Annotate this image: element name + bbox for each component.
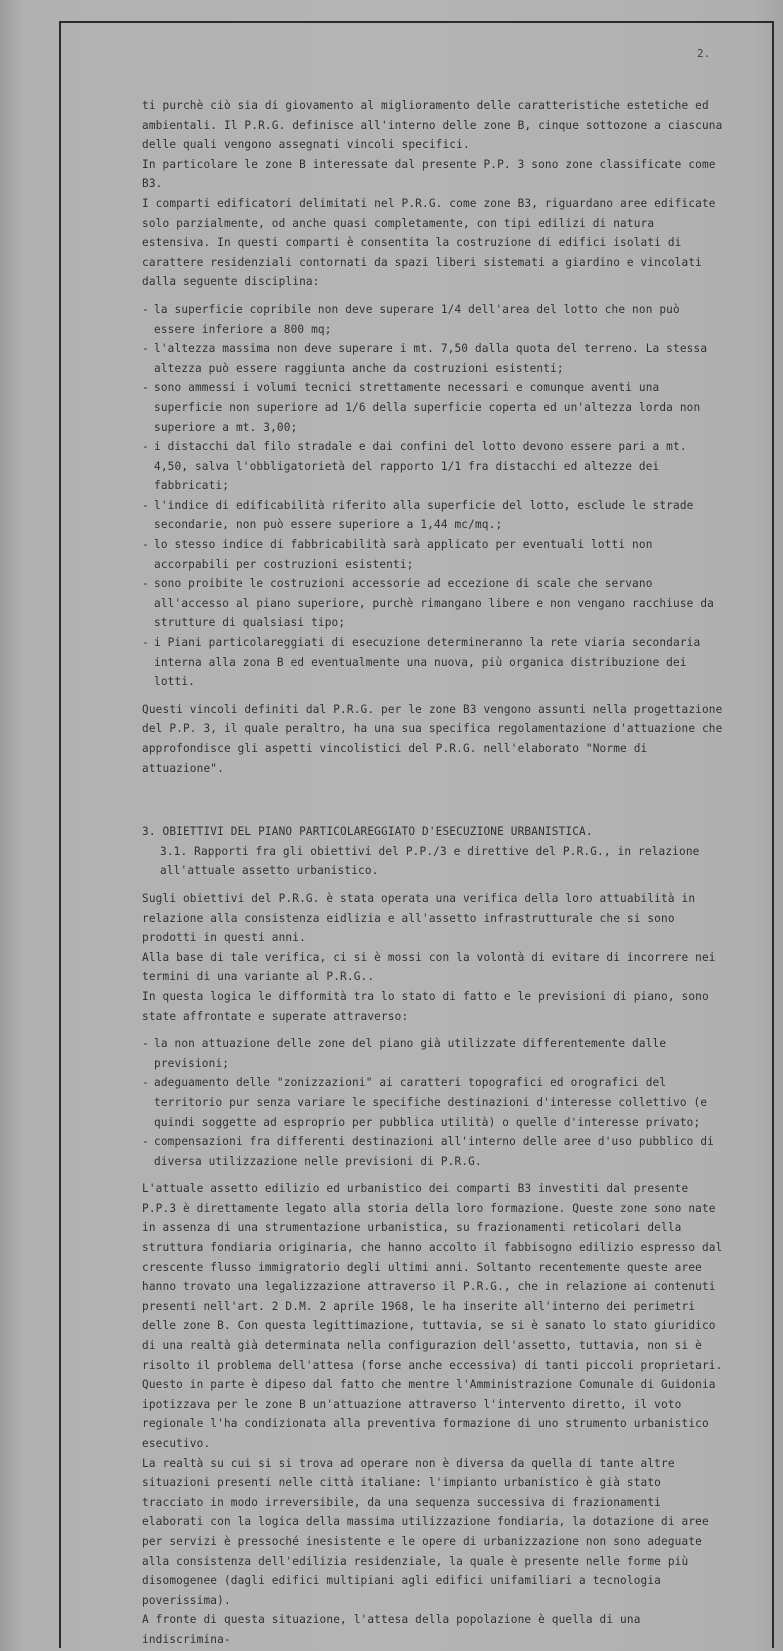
page-number: 2. (697, 47, 711, 60)
list-item: - la superficie copribile non deve superare 1/4 dell'area del lotto che non può essere inferiore a 800 mq; (142, 300, 727, 339)
list-item: - sono proibite le costruzioni accessorie ad eccezione di scale che servano all'accesso al piano superiore, purchè rimangano libere e non vengano racchiuse da strutture di qualsiasi tipo; (142, 574, 727, 633)
discipline-list (142, 300, 727, 692)
paragraph: La realtà su cui si si trova ad operare non è diversa da quella di tante altre situazioni presenti nelle città italiane: l'impianto urbanistico è già stato tracciato in modo irreversibile, da una sequenza successiva di frazionamenti elaborati con la logica della massima utilizzazione fondiaria, la dotazione di aree per servizi è pressoché inesistente e le opere di urbanizzazione non sono adeguate alla consistenza dell'edilizia residenziale, la quale è presente nelle forme più disomogenee (dagli edifici multipiani agli edifici unifamiliari a tecnologia poverissima). (142, 1456, 709, 1607)
section-heading: 3. OBIETTIVI DEL PIANO PARTICOLAREGGIATO D'ESECUZIONE URBANISTICA. (142, 825, 593, 839)
paragraph: In questa logica le difformità tra lo stato di fatto e le previsioni di piano, sono state affrontate e superate attraverso: (142, 989, 709, 1023)
list-item: - i distacchi dal filo stradale e dai confini del lotto devono essere pari a mt. 4,50, salva l'obbligatorietà del rapporto 1/1 fra distacchi ed altezze dei fabbricati; (142, 437, 727, 496)
compensation-list (142, 1034, 727, 1171)
paragraph: Questi vincoli definiti dal P.R.G. per le zone B3 vengono assunti nella progettazione del P.P. 3, il quale peraltro, ha una sua specifica regolamentazione d'attuazione che approfondisce gli aspetti vincolistici del P.R.G. nell'elaborato "Norme di attuazione". (142, 702, 723, 775)
paragraph: L'attuale assetto edilizio ed urbanistico dei comparti B3 investiti dal presente P.P.3 è direttamente legato alla storia della loro formazione. Queste zone sono nate in assenza di una strumentazione urbanistica, su frazionamenti reticolari della struttura fondiaria originaria, che hanno accolto il fabbisogno edilizio espresso dal crescente flusso immigratorio degli ultimi anni. Soltanto recentemente queste aree hanno trovato una legalizzazione attraverso il P.R.G., che in relazione ai contenuti presenti nell'art. 2 D.M. 2 aprile 1968, le ha inserite all'interno dei perimetri delle zone B. Con questa legittimazione, tuttavia, se si è sanato lo stato giuridico di una realtà già determinata nella configurazion dell'assetto, tuttavia, non si è risolto il problema dell'attesa (forse anche eccessiva) di tanti piccoli proprietari. Questo in parte è dipeso dal fatto che mentre l'Amministrazione Comunale di Guidonia ipotizzava per le zone B un'attuazione attraverso l'intervento diretto, il voto regionale l'ha condizionata alla preventiva formazione di uno strumento urbanistico esecutivo. (142, 1182, 723, 1450)
list-item: - la non attuazione delle zone del piano già utilizzate differentemente dalle previsioni; (142, 1034, 727, 1073)
paragraph: ti purchè ciò sia di giovamento al miglioramento delle caratteristiche estetiche ed ambientali. Il P.R.G. definisce all'interno delle zone B, cinque sottozone a ciascuna delle quali vengono assegnati vincoli specifici. (142, 99, 723, 152)
list-item: - adeguamento delle "zonizzazioni" ai caratteri topografici ed orografici del territorio pur senza variare le specifiche destinazioni d'interesse collettivo (e quindi soggette ad esproprio per pubblica utilità) o quelle d'interesse privato; (142, 1073, 727, 1132)
paragraph: Alla base di tale verifica, ci si è mossi con la volontà di evitare di incorrere nei termini di una variante al P.R.G.. (142, 950, 716, 984)
list-item: - lo stesso indice di fabbricabilità sarà applicato per eventuali lotti non accorpabili per costruzioni esistenti; (142, 535, 727, 574)
paragraph: A fronte di questa situazione, l'attesa della popolazione è quella di una indiscrimina- (142, 1613, 641, 1646)
list-item: - l'altezza massima non deve superare i mt. 7,50 dalla quota del terreno. La stessa altezza può essere raggiunta anche da costruzioni esistenti; (142, 339, 727, 378)
paragraph: I comparti edificatori delimitati nel P.R.G. come zone B3, riguardano aree edificate solo parzialmente, od anche quasi completamente, con tipi edilizi di natura estensiva. In questi comparti è consentita la costruzione di edifici isolati di carattere residenziali contornati da spazi liberi sistemati a giardino e vincolati dalla seguente disciplina: (142, 196, 716, 289)
subsection-heading: 3.1. Rapporti fra gli obiettivi del P.P./3 e direttive del P.R.G., in relazione all'attuale assetto urbanistico. (160, 844, 700, 878)
paragraph: In particolare le zone B interessate dal presente P.P. 3 sono zone classificate come B3. (142, 157, 716, 191)
list-item: - l'indice di edificabilità riferito alla superficie del lotto, esclude le strade secondarie, non può essere superiore a 1,44 mc/mq.; (142, 496, 727, 535)
document-body (142, 96, 727, 1650)
list-item: - i Piani particolareggiati di esecuzione determineranno la rete viaria secondaria interna alla zona B ed eventualmente una nuova, più organica distribuzione dei lotti. (142, 633, 727, 692)
list-item: - compensazioni fra differenti destinazioni all'interno delle aree d'uso pubblico di diversa utilizzazione nelle previsioni di P.R.G. (142, 1132, 727, 1171)
paragraph: Sugli obiettivi del P.R.G. è stata operata una verifica della loro attuabilità in relazione alla consistenza eidlizia e all'assetto infrastrutturale che si sono prodotti in questi anni. (142, 891, 696, 945)
list-item: - sono ammessi i volumi tecnici strettamente necessari e comunque aventi una superficie non superiore ad 1/6 della superficie coperta ed un'altezza lorda non superiore a mt. 3,00; (142, 378, 727, 437)
